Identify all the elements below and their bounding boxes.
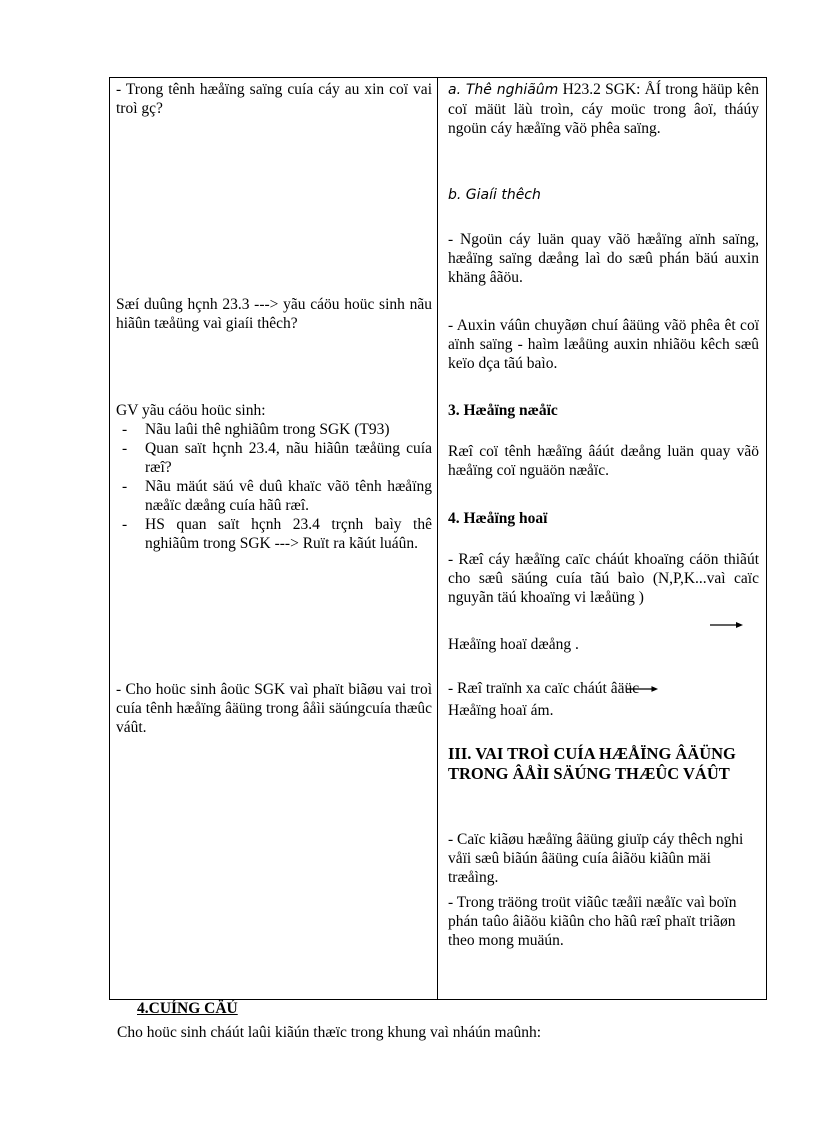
explanation-p2: - Auxin váûn chuyãøn chuí âäüng vãö phêa êt coï aïnh saïng - haìm læåüng auxin nhiãöu kêch sæû keïo dça tãú baìo.: [448, 317, 759, 372]
hydrotropism-text: Ræî coï tênh hæåïng âáút dæång luän quay vãö hæåïng coï nguäön næåïc.: [448, 443, 759, 479]
chemotropism-positive: Hæåïng hoaï dæång .: [448, 636, 579, 653]
role-p1: - Caïc kiãøu hæåïng âäüng giuïp cáy thêch nghi våïi sæû biãún âäüng cuía âiãöu kiãûn mäi træåìng.: [448, 831, 744, 886]
explanation-p1: - Ngoün cáy luän quay vãö hæåïng aïnh saïng, hæåïng saïng dæång laì do sæû phán bäú auxin khäng âãöu.: [448, 231, 759, 286]
experiment-a-label: a. Thê nghiãûm: [448, 82, 559, 98]
content-column: [438, 78, 767, 1000]
list-item: - HS quan saït hçnh 23.4 trçnh baìy thê nghiãûm trong SGK ---> Ruït ra kãút luáûn.: [122, 516, 432, 552]
gv-task-list: [116, 420, 432, 553]
question-1: - Trong tênh hæåïng saïng cuía cáy au xin coï vai troì gç?: [116, 81, 432, 117]
chemotropism-p1: - Ræî cáy hæåïng caïc cháút khoaïng cáön thiãút cho sæû säúng cuía tãú baìo (N,P,K...vaì caïc nguyãn täú khoaïng vi læåüng ): [448, 551, 759, 606]
role-p2: - Trong träöng troüt viãûc tæåïi næåïc vaì boïn phán taûo âiãöu kiãûn cho hãû ræî phaït triãøn theo mong muäún.: [448, 894, 737, 949]
content-table: [109, 77, 767, 1000]
list-item: - Quan saït hçnh 23.4, nãu hiãûn tæåüng cuía ræî?: [122, 440, 432, 476]
chemotropism-negative: Hæåïng hoaï ám.: [448, 702, 554, 719]
question-2: Sæí duûng hçnh 23.3 ---> yãu cáöu hoüc sinh nãu hiãûn tæåüng vaì giaíi thêch?: [116, 296, 432, 332]
heading-chemotropism: 4. Hæåïng hoaï: [448, 510, 548, 527]
arrow-right-icon: [627, 684, 659, 694]
gv-intro: GV yãu cáöu hoüc sinh:: [116, 402, 266, 419]
teacher-activity-column: [110, 78, 438, 1000]
question-3: - Cho hoüc sinh âoüc SGK vaì phaït biãøu vai troì cuía tênh hæåïng âäüng trong âåìi säúngcuía thæûc váût.: [116, 681, 432, 736]
section-4-title: 4.CUÍNG CÄÚ: [137, 1000, 238, 1017]
list-item: - Nãu laûi thê nghiãûm trong SGK (T93): [122, 421, 390, 438]
heading-hydrotropism: 3. Hæåïng næåïc: [448, 402, 558, 419]
experiment-a: a. Thê nghiãûm H23.2 SGK: ÅÍ trong häüp kên coï mäüt läù troìn, cáy moüc trong âoï, tháúy ngoün cáy hæåïng vãö phêa saïng.: [448, 81, 759, 137]
list-item: - Nãu mäút säú vê duû khaïc vãö tênh hæåïng næåïc dæång cuía hãû ræî.: [122, 478, 432, 514]
heading-section-iii: III. VAI TROÌ CUÍA HÆÅÏNG ÂÄÜNG TRONG ÂÅÌI SÄÚNG THÆÛC VÁÛT: [448, 744, 736, 783]
arrow-right-icon: [710, 620, 744, 630]
section-4-text: Cho hoüc sinh cháút laûi kiãún thæïc trong khung vaì nháún maûnh:: [117, 1024, 542, 1041]
chemotropism-p2: - Ræî traïnh xa caïc cháút âäüc: [448, 679, 759, 698]
explanation-b-label: b. Giaíi thêch: [448, 187, 541, 203]
